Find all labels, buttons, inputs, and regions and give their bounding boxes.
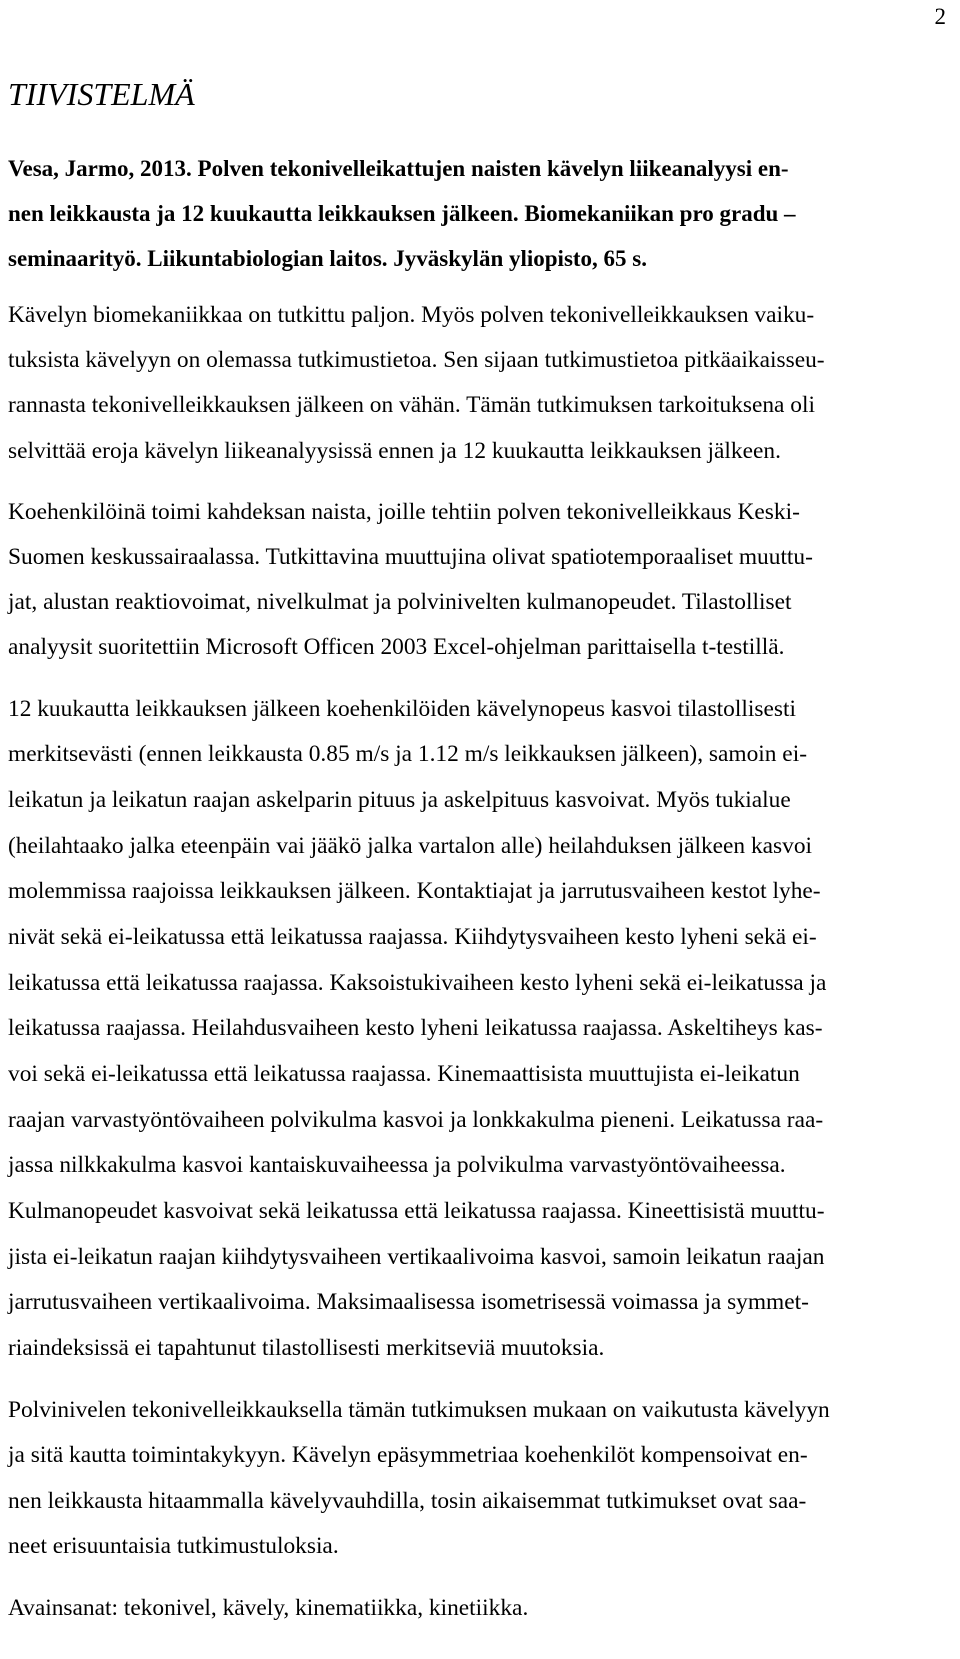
bib-line: nen leikkausta ja 12 kuukautta leikkauksen jälkeen. Biomekaniikan pro gradu –	[8, 201, 796, 226]
paragraph-methods	[8, 490, 920, 671]
page-title: TIIVISTELMÄ	[8, 76, 195, 112]
text-line: Kulmanopeudet kasvoivat sekä leikatussa että leikatussa raajassa. Kineettisistä muuttu-	[8, 1198, 825, 1225]
text-line: selvittää eroja kävelyn liikeanalyysissä ennen ja 12 kuukautta leikkauksen jälkeen.	[8, 437, 781, 464]
text-line: (heilahtaako jalka eteenpäin vai jääkö jalka vartalon alle) heilahduksen jälkeen kasvoi	[8, 832, 813, 859]
text-line: jista ei-leikatun raajan kiihdytysvaiheen vertikaalivoima kasvoi, samoin leikatun raajan	[8, 1243, 825, 1270]
page-number: 2	[934, 4, 946, 29]
bib-line: seminaarityö. Liikuntabiologian laitos. Jyväskylän yliopisto, 65 s.	[8, 246, 648, 271]
text-line: ja sitä kautta toimintakykyyn. Kävelyn epäsymmetriaa koehenkilöt kompensoivat en-	[8, 1442, 808, 1469]
text-line: raajan varvastyöntövaiheen polvikulma kasvoi ja lonkkakulma pieneni. Leikatussa raa-	[8, 1106, 824, 1133]
text-line: rannasta tekonivelleikkauksen jälkeen on vähän. Tämän tutkimuksen tarkoituksena oli	[8, 392, 815, 419]
text-line: jarrutusvaiheen vertikaalivoima. Maksimaalisessa isometrisessä voimassa ja symmet-	[8, 1289, 809, 1316]
text-line: analyysit suoritettiin Microsoft Officen 2003 Excel-ohjelman parittaisella t-testillä.	[8, 634, 785, 661]
bib-line: Vesa, Jarmo, 2013. Polven tekonivelleikattujen naisten kävelyn liikeanalyysi en-	[8, 156, 789, 181]
paragraph-background	[8, 293, 920, 474]
text-line: neet erisuuntaisia tutkimustuloksia.	[8, 1533, 339, 1560]
text-line: tuksista kävelyyn on olemassa tutkimustietoa. Sen sijaan tutkimustietoa pitkäaikaisseu-	[8, 347, 825, 374]
text-line: nivät sekä ei-leikatussa että leikatussa raajassa. Kiihdytysvaiheen kesto lyheni sekä ei-	[8, 923, 817, 950]
text-line: riaindeksissä ei tapahtunut tilastollisesti merkitseviä muutoksia.	[8, 1335, 605, 1362]
text-line: Suomen keskussairaalassa. Tutkittavina muuttujina olivat spatiotemporaaliset muuttu-	[8, 543, 813, 570]
text-line: molemmissa raajoissa leikkauksen jälkeen. Kontaktiajat ja jarrutusvaiheen kestot lyhe-	[8, 878, 821, 905]
text-line: jat, alustan reaktiovoimat, nivelkulmat ja polvinivelten kulmanopeudet. Tilastolliset	[8, 589, 792, 616]
bibliographic-info	[8, 146, 920, 281]
keywords	[8, 1586, 920, 1632]
text-line: Koehenkilöinä toimi kahdeksan naista, joille tehtiin polven tekonivelleikkaus Keski-	[8, 498, 800, 525]
paragraph-results	[8, 687, 920, 1372]
text-line: Polvinivelen tekonivelleikkauksella tämän tutkimuksen mukaan on vaikutusta kävelyyn	[8, 1396, 830, 1423]
text-line: nen leikkausta hitaammalla kävelyvauhdilla, tosin aikaisemmat tutkimukset ovat saa-	[8, 1487, 807, 1514]
text-line: leikatussa raajassa. Heilahdusvaiheen kesto lyheni leikatussa raajassa. Askeltiheys kas-	[8, 1015, 823, 1042]
text-line: voi sekä ei-leikatussa että leikatussa raajassa. Kinemaattisista muuttujista ei-leikatun	[8, 1061, 800, 1087]
text-line: 12 kuukautta leikkauksen jälkeen koehenkilöiden kävelynopeus kasvoi tilastollisesti	[8, 695, 796, 722]
paragraph-conclusion	[8, 1388, 920, 1570]
text-line: leikatussa että leikatussa raajassa. Kaksoistukivaiheen kesto lyheni sekä ei-leikatussa ja	[8, 969, 827, 996]
abstract-content	[8, 64, 920, 1647]
text-line: merkitsevästi (ennen leikkausta 0.85 m/s ja 1.12 m/s leikkauksen jälkeen), samoin ei-	[8, 741, 807, 768]
text-line: jassa nilkkakulma kasvoi kantaiskuvaiheessa ja polvikulma varvastyöntövaiheessa.	[8, 1152, 786, 1179]
keywords-line: Avainsanat: tekonivel, kävely, kinematiikka, kinetiikka.	[8, 1594, 529, 1621]
text-line: leikatun ja leikatun raajan askelparin pituus ja askelpituus kasvoivat. Myös tukialue	[8, 786, 791, 813]
text-line: Kävelyn biomekaniikkaa on tutkittu paljon. Myös polven tekonivelleikkauksen vaiku-	[8, 302, 815, 328]
